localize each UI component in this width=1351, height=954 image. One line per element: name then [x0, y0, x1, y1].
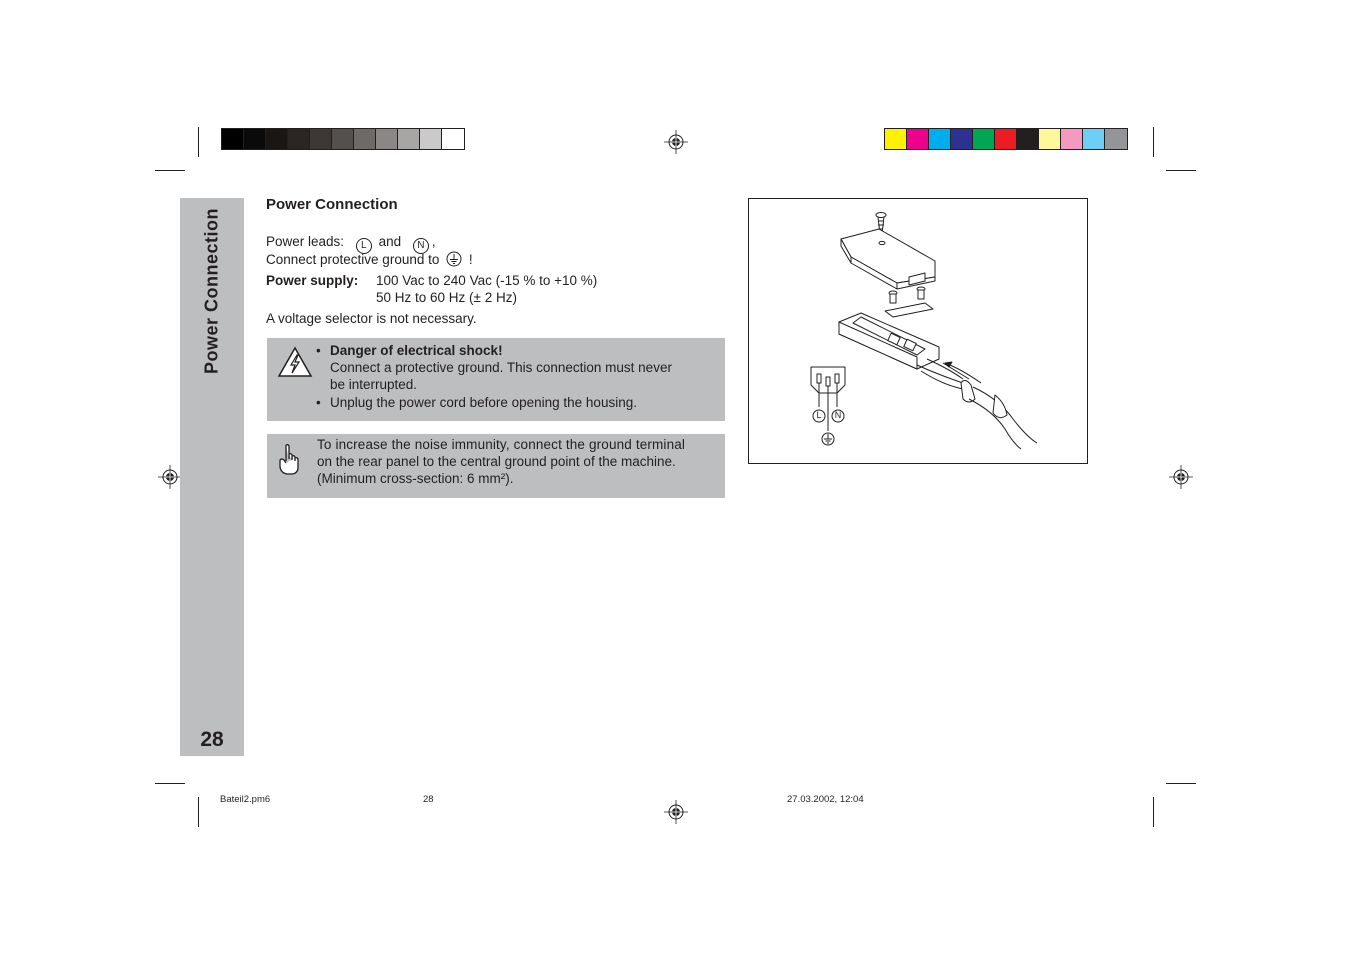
figure-label-l: L [816, 410, 822, 420]
section-heading: Power Connection [266, 196, 398, 213]
shock-warning-line-2: be interrupted. [330, 377, 418, 392]
crop-mark [155, 783, 185, 784]
swatch-gray [222, 129, 244, 149]
side-section-title: Power Connection [201, 208, 222, 375]
unplug-warning: Unplug the power cord before opening the housing. [330, 395, 637, 410]
figure-label-n: N [834, 410, 842, 420]
swatch-gray [398, 129, 420, 149]
swatch-gray [332, 129, 354, 149]
power-connector-figure [748, 198, 1088, 464]
crop-mark [1153, 127, 1154, 157]
swatch-gray [376, 129, 398, 149]
ground-line-text: Connect protective ground to [266, 252, 440, 267]
swatch-gray [420, 129, 442, 149]
swatch-gray [1105, 129, 1127, 149]
note-box [267, 434, 725, 498]
ground-line [266, 251, 473, 269]
shock-warning-title: Danger of electrical shock! [330, 343, 503, 358]
swatch-light-yellow [1039, 129, 1061, 149]
footer-datetime: 27.03.2002, 12:04 [787, 794, 864, 805]
warning-box [267, 338, 725, 421]
bullet-mark: • [316, 395, 321, 410]
registration-mark-icon [1169, 465, 1193, 489]
swatch-gray [442, 129, 464, 149]
supply-frequency: 50 Hz to 60 Hz (± 2 Hz) [376, 290, 517, 305]
voltage-selector-note: A voltage selector is not necessary. [266, 311, 477, 326]
registration-mark-icon [664, 800, 688, 824]
exclamation-text: ! [468, 252, 473, 267]
swatch-gray [288, 129, 310, 149]
supply-voltage: 100 Vac to 240 Vac (-15 % to +10 %) [376, 273, 598, 288]
high-voltage-warning-icon [277, 346, 313, 378]
comma-text: , [431, 234, 436, 249]
page-number: 28 [200, 728, 224, 751]
swatch-black [1017, 129, 1039, 149]
registration-mark-icon [158, 465, 182, 489]
swatch-red [995, 129, 1017, 149]
crop-mark [198, 797, 199, 827]
lead-l-symbol: L [356, 238, 372, 254]
registration-mark-icon [664, 130, 688, 154]
swatch-gray [266, 129, 288, 149]
side-title-wrapper [180, 198, 244, 418]
footer-filename: Bateil2.pm6 [220, 794, 271, 805]
supply-label: Power supply: [266, 273, 359, 288]
swatch-light-cyan [1083, 129, 1105, 149]
crop-mark [1153, 797, 1154, 827]
power-leads-label: Power leads: [266, 234, 345, 249]
swatch-gray [310, 129, 332, 149]
crop-mark [1166, 783, 1196, 784]
swatch-blue [951, 129, 973, 149]
section-side-tab [180, 198, 244, 756]
swatch-green [973, 129, 995, 149]
footer-page: 28 [423, 794, 434, 805]
note-line-2: on the rear panel to the central ground point of the machine. [317, 454, 676, 469]
swatch-gray [244, 129, 266, 149]
pointing-hand-note-icon [277, 443, 301, 477]
power-connector-exploded-diagram [749, 199, 1087, 463]
note-line-3: (Minimum cross-section: 6 mm²). [317, 471, 514, 486]
swatch-yellow [885, 129, 907, 149]
crop-mark [155, 170, 185, 171]
color-bar-swatches [884, 128, 1128, 150]
protective-ground-icon [446, 251, 462, 267]
swatch-magenta [907, 129, 929, 149]
and-text: and [378, 234, 402, 249]
swatch-cyan [929, 129, 951, 149]
swatch-gray [354, 129, 376, 149]
shock-warning-line-1: Connect a protective ground. This connection must never [330, 360, 672, 375]
lead-n-symbol: N [413, 238, 429, 254]
note-line-1: To increase the noise immunity, connect the ground terminal [317, 437, 686, 452]
crop-mark [1166, 170, 1196, 171]
gray-ramp-swatches [221, 128, 465, 150]
bullet-mark: • [316, 343, 321, 358]
swatch-pink [1061, 129, 1083, 149]
crop-mark [198, 127, 199, 157]
